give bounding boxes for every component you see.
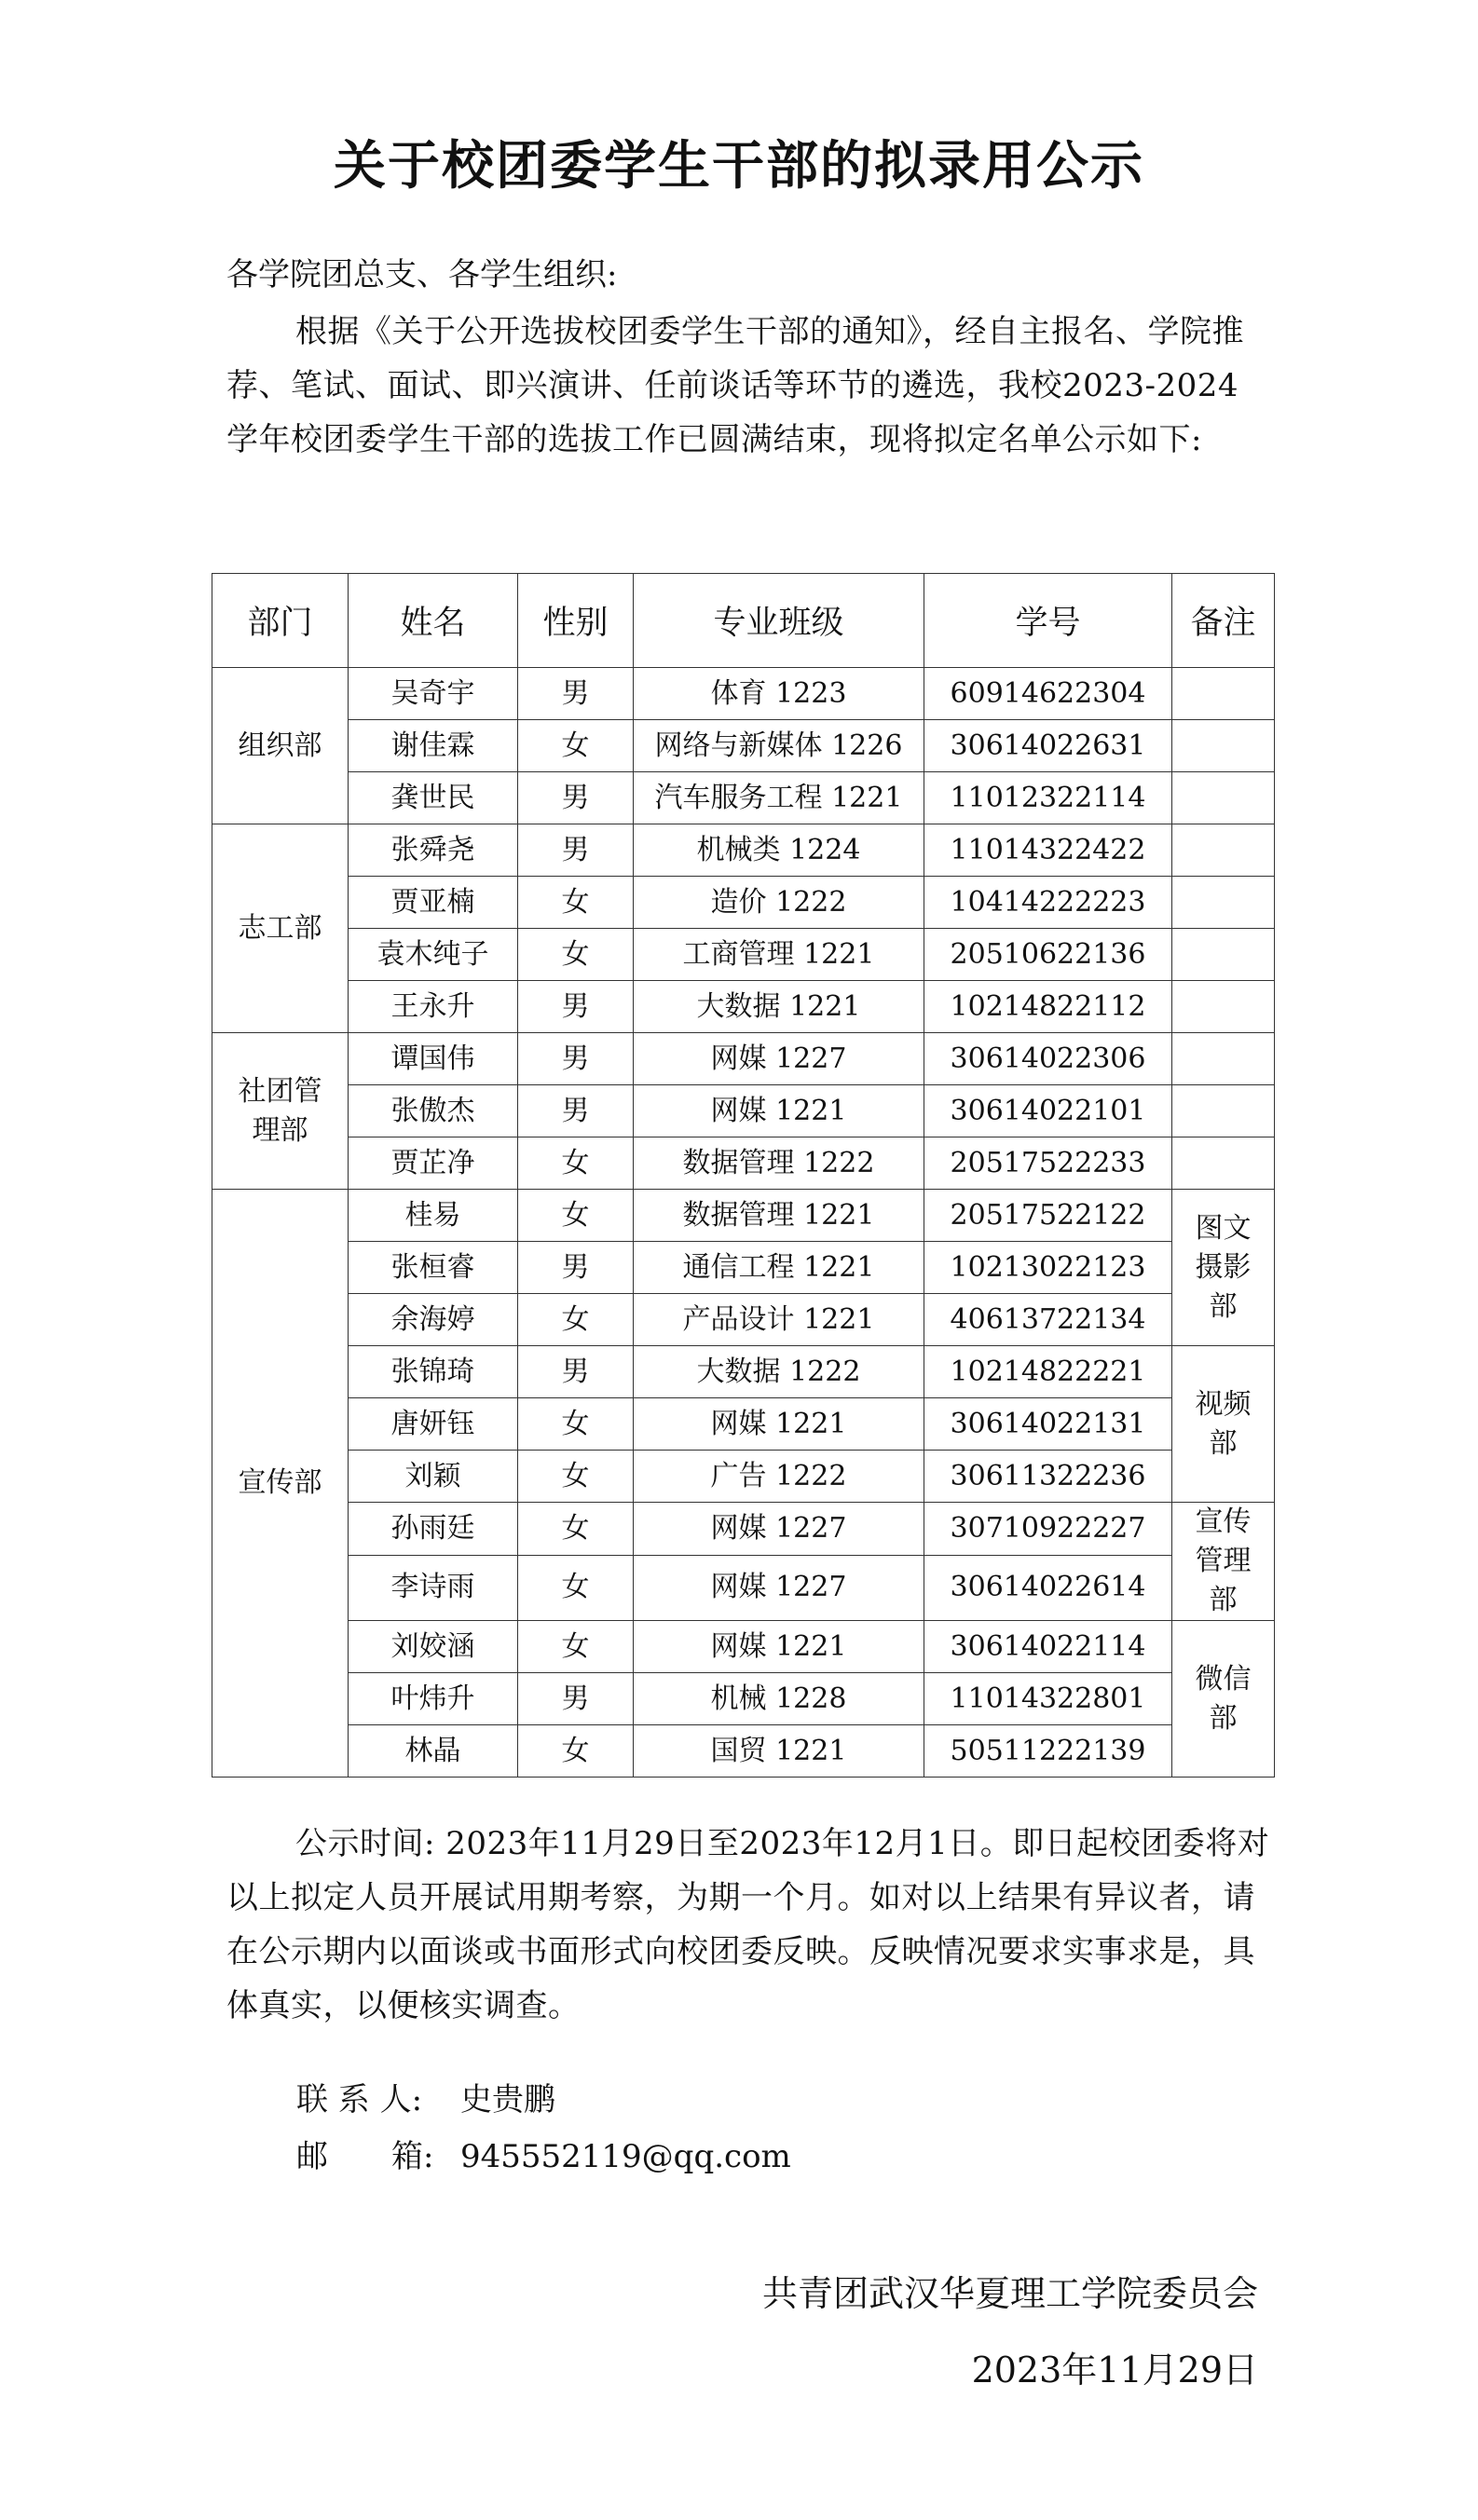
table-row [212, 720, 1275, 772]
class-cell: 造价 1222 [634, 877, 924, 929]
name-cell: 余海婷 [349, 1294, 518, 1346]
name-cell: 谢佳霖 [349, 720, 518, 772]
contact-email-row [296, 2131, 791, 2183]
gender-cell: 男 [518, 772, 634, 824]
name-cell: 刘姣涵 [349, 1621, 518, 1673]
gender-cell: 女 [518, 1294, 634, 1346]
note-cell [1172, 668, 1275, 720]
header-note: 备注 [1172, 574, 1275, 668]
table-row [212, 929, 1275, 981]
class-cell: 数据管理 1222 [634, 1137, 924, 1190]
name-cell: 龚世民 [349, 772, 518, 824]
class-cell: 网媒 1227 [634, 1503, 924, 1556]
table-row [212, 1242, 1275, 1294]
name-cell: 林晶 [349, 1725, 518, 1778]
table-row [212, 1621, 1275, 1673]
gender-cell: 女 [518, 1190, 634, 1242]
header-class: 专业班级 [634, 574, 924, 668]
dept-cell: 宣传部 [212, 1190, 349, 1778]
table-row [212, 1033, 1275, 1085]
gender-cell: 男 [518, 1242, 634, 1294]
class-cell: 大数据 1221 [634, 981, 924, 1033]
signature-organization: 共青团武汉华夏理工学院委员会 [761, 2273, 1258, 2314]
note-cell [1172, 1137, 1275, 1190]
gender-cell: 男 [518, 1673, 634, 1725]
class-cell: 产品设计 1221 [634, 1294, 924, 1346]
header-name: 姓名 [349, 574, 518, 668]
table-row [212, 877, 1275, 929]
note-cell: 宣传管理部 [1172, 1503, 1275, 1621]
class-cell: 体育 1223 [634, 668, 924, 720]
id-cell: 40613722134 [924, 1294, 1172, 1346]
contact-email-value: 945552119@qq.com [460, 2138, 791, 2175]
name-cell: 张傲杰 [349, 1085, 518, 1137]
notice-period-paragraph: 公示时间: 2023年11月29日至2023年12月1日。即日起校团委将对以上拟定人员开展试用期考察，为期一个月。如对以上结果有异议者，请在公示期内以面谈或书面形式向校团委反映。反映情况要求实事求是，具体真实，以便核实调查。 [226, 1825, 1270, 2024]
candidate-table [212, 573, 1275, 1778]
gender-cell: 女 [518, 877, 634, 929]
id-cell: 11014322801 [924, 1673, 1172, 1725]
table-row [212, 1085, 1275, 1137]
table-row [212, 1503, 1275, 1556]
gender-cell: 女 [518, 1555, 634, 1620]
gender-cell: 男 [518, 1346, 634, 1398]
signature-date: 2023年11月29日 [971, 2350, 1258, 2391]
class-cell: 大数据 1222 [634, 1346, 924, 1398]
name-cell: 谭国伟 [349, 1033, 518, 1085]
table-row [212, 668, 1275, 720]
class-cell: 广告 1222 [634, 1451, 924, 1503]
name-cell: 张舜尧 [349, 824, 518, 877]
name-cell: 吴奇宇 [349, 668, 518, 720]
gender-cell: 男 [518, 1033, 634, 1085]
note-cell: 图文摄影部 [1172, 1190, 1275, 1346]
class-cell: 网媒 1227 [634, 1555, 924, 1620]
class-cell: 汽车服务工程 1221 [634, 772, 924, 824]
class-cell: 国贸 1221 [634, 1725, 924, 1778]
table-row [212, 1294, 1275, 1346]
id-cell: 20517522233 [924, 1137, 1172, 1190]
table-row [212, 981, 1275, 1033]
note-cell [1172, 981, 1275, 1033]
dept-cell: 组织部 [212, 668, 349, 824]
gender-cell: 男 [518, 668, 634, 720]
table-row [212, 1451, 1275, 1503]
note-cell [1172, 720, 1275, 772]
id-cell: 11014322422 [924, 824, 1172, 877]
contact-email-label: 邮 箱: [296, 2138, 434, 2175]
contact-person-label: 联 系 人: [296, 2081, 423, 2118]
id-cell: 10414222223 [924, 877, 1172, 929]
id-cell: 30614022614 [924, 1555, 1172, 1620]
id-cell: 30614022114 [924, 1621, 1172, 1673]
table-row [212, 1725, 1275, 1778]
class-cell: 网媒 1227 [634, 1033, 924, 1085]
gender-cell: 女 [518, 1503, 634, 1556]
table-row [212, 1673, 1275, 1725]
note-cell [1172, 877, 1275, 929]
salutation: 各学院团总支、各学生组织: [226, 256, 618, 293]
note-cell: 视频部 [1172, 1346, 1275, 1503]
gender-cell: 男 [518, 824, 634, 877]
note-cell [1172, 772, 1275, 824]
name-cell: 张锦琦 [349, 1346, 518, 1398]
document-title: 关于校团委学生干部的拟录用公示 [334, 135, 1144, 197]
name-cell: 贾芷净 [349, 1137, 518, 1190]
name-cell: 桂易 [349, 1190, 518, 1242]
name-cell: 孙雨廷 [349, 1503, 518, 1556]
id-cell: 11012322114 [924, 772, 1172, 824]
class-cell: 机械类 1224 [634, 824, 924, 877]
contact-person-value: 史贵鹏 [460, 2081, 555, 2118]
table-row [212, 772, 1275, 824]
id-cell: 20517522122 [924, 1190, 1172, 1242]
class-cell: 网媒 1221 [634, 1398, 924, 1451]
name-cell: 王永升 [349, 981, 518, 1033]
gender-cell: 女 [518, 1398, 634, 1451]
id-cell: 10214822112 [924, 981, 1172, 1033]
name-cell: 张桓睿 [349, 1242, 518, 1294]
table-row [212, 1555, 1275, 1620]
name-cell: 贾亚楠 [349, 877, 518, 929]
gender-cell: 女 [518, 1725, 634, 1778]
gender-cell: 女 [518, 1451, 634, 1503]
header-gender: 性别 [518, 574, 634, 668]
name-cell: 唐妍钰 [349, 1398, 518, 1451]
id-cell: 30614022631 [924, 720, 1172, 772]
intro-paragraph: 根据《关于公开选拔校团委学生干部的通知》，经自主报名、学院推荐、笔试、面试、即兴演讲、任前谈话等环节的遴选，我校2023-2024学年校团委学生干部的选拔工作已圆满结束，现将拟定名单公示如下: [226, 313, 1244, 458]
note-cell [1172, 1033, 1275, 1085]
class-cell: 网络与新媒体 1226 [634, 720, 924, 772]
table-row [212, 824, 1275, 877]
table-row [212, 1190, 1275, 1242]
table-row [212, 1346, 1275, 1398]
dept-cell: 志工部 [212, 824, 349, 1033]
id-cell: 30710922227 [924, 1503, 1172, 1556]
note-cell [1172, 1085, 1275, 1137]
id-cell: 10213022123 [924, 1242, 1172, 1294]
id-cell: 30614022131 [924, 1398, 1172, 1451]
contact-person-row [296, 2074, 555, 2126]
class-cell: 网媒 1221 [634, 1085, 924, 1137]
class-cell: 机械 1228 [634, 1673, 924, 1725]
id-cell: 30611322236 [924, 1451, 1172, 1503]
id-cell: 50511222139 [924, 1725, 1172, 1778]
gender-cell: 男 [518, 1085, 634, 1137]
table-row [212, 1398, 1275, 1451]
class-cell: 通信工程 1221 [634, 1242, 924, 1294]
dept-cell: 社团管理部 [212, 1033, 349, 1190]
name-cell: 袁木纯子 [349, 929, 518, 981]
header-student-id: 学号 [924, 574, 1172, 668]
class-cell: 数据管理 1221 [634, 1190, 924, 1242]
note-cell [1172, 824, 1275, 877]
table-row [212, 1137, 1275, 1190]
table-header-row [212, 574, 1275, 668]
gender-cell: 女 [518, 1621, 634, 1673]
note-cell [1172, 929, 1275, 981]
id-cell: 30614022306 [924, 1033, 1172, 1085]
id-cell: 30614022101 [924, 1085, 1172, 1137]
id-cell: 10214822221 [924, 1346, 1172, 1398]
gender-cell: 男 [518, 981, 634, 1033]
class-cell: 网媒 1221 [634, 1621, 924, 1673]
class-cell: 工商管理 1221 [634, 929, 924, 981]
id-cell: 60914622304 [924, 668, 1172, 720]
header-dept: 部门 [212, 574, 349, 668]
name-cell: 叶炜升 [349, 1673, 518, 1725]
note-cell: 微信部 [1172, 1621, 1275, 1778]
gender-cell: 女 [518, 929, 634, 981]
name-cell: 李诗雨 [349, 1555, 518, 1620]
name-cell: 刘颖 [349, 1451, 518, 1503]
id-cell: 20510622136 [924, 929, 1172, 981]
gender-cell: 女 [518, 720, 634, 772]
gender-cell: 女 [518, 1137, 634, 1190]
